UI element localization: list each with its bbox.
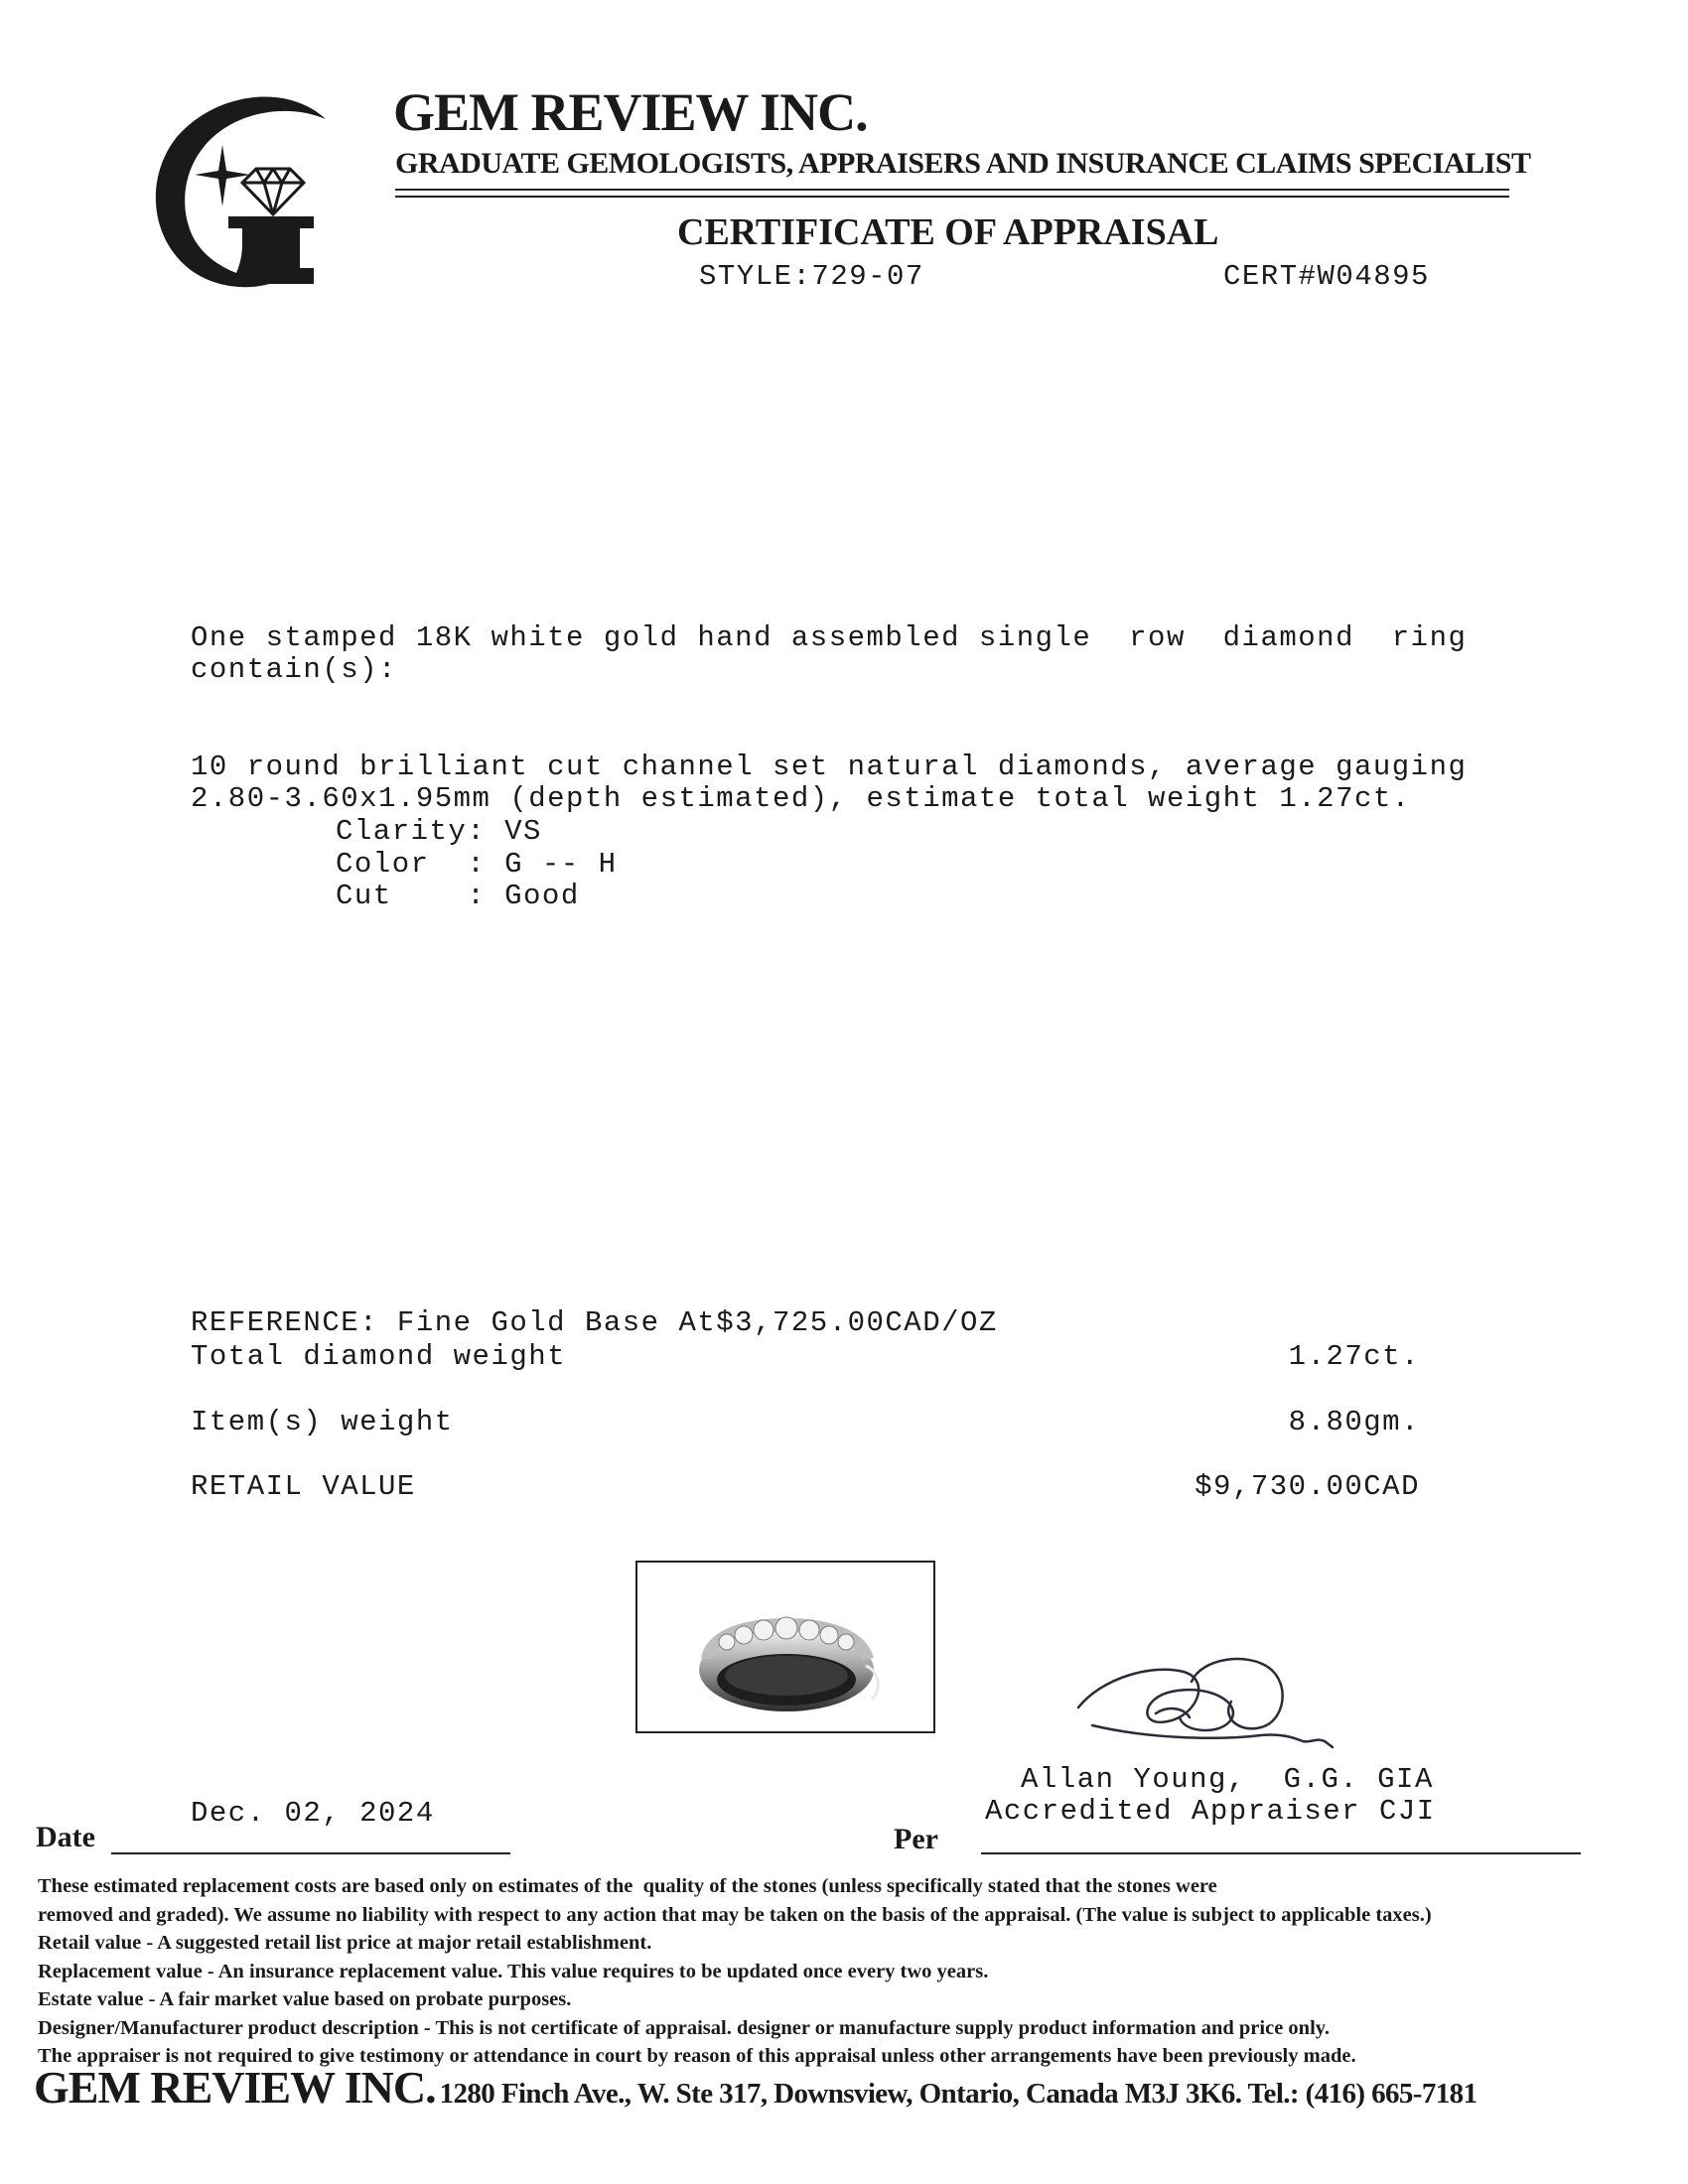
retail-value-label: RETAIL VALUE [191, 1470, 416, 1503]
signature-icon [1072, 1638, 1390, 1767]
appraiser-name: Allan Young, G.G. GIA [1021, 1763, 1434, 1796]
footer [34, 2061, 1477, 2114]
ring-image-icon [637, 1563, 933, 1731]
appraiser-signature [1072, 1638, 1390, 1767]
disclaimer-line: Replacement value - An insurance replacement value. This value requires to be updated once every two years. [38, 1960, 989, 1982]
style-number: STYLE:729-07 [699, 260, 924, 293]
disclaimer-line: The appraiser is not required to give testimony or attendance in court by reason of this appraisal unless other arrangements have been previously made. [38, 2045, 1356, 2067]
company-logo [139, 91, 338, 290]
document-title: CERTIFICATE OF APPRAISAL [677, 211, 1219, 253]
item-description-line2: contain(s): [191, 653, 397, 686]
disclaimer-line: Estate value - A fair market value based on probate purposes. [38, 1988, 572, 2010]
disclaimer-line: These estimated replacement costs are based only on estimates of the quality of the stones (unless specifically stated that the stones were [38, 1875, 1217, 1897]
item-weight-value: 8.80gm. [1288, 1406, 1420, 1438]
disclaimer-line: Designer/Manufacturer product description - This is not certificate of appraisal. designer or manufacture supply product information and price only. [38, 2016, 1331, 2039]
company-name: GEM REVIEW INC. [393, 82, 868, 142]
header-rule-top [395, 189, 1509, 191]
date-line [111, 1852, 510, 1854]
item-weight-label: Item(s) weight [191, 1406, 454, 1438]
stones-description-line1: 10 round brilliant cut channel set natural diamonds, average gauging [191, 751, 1468, 783]
disclaimer [38, 1872, 1432, 2071]
reference-gold-price: REFERENCE: Fine Gold Base At$3,725.00CAD/OZ [191, 1306, 998, 1339]
cert-number: CERT#W04895 [1223, 260, 1430, 293]
footer-address: 1280 Finch Ave., W. Ste 317, Downsview, Ontario, Canada M3J 3K6. Tel.: (416) 665-7181 [439, 2078, 1477, 2110]
stones-description-line2: 2.80-3.60x1.95mm (depth estimated), estimate total weight 1.27ct. [191, 782, 1411, 815]
appraiser-accreditation: Accredited Appraiser CJI [985, 1795, 1436, 1828]
per-line [981, 1852, 1581, 1854]
item-description-line1: One stamped 18K white gold hand assembled single row diamond ring [191, 621, 1468, 654]
header-rule-bottom [395, 196, 1509, 198]
color-grade: Color : G -- H [336, 848, 618, 881]
company-tagline: GRADUATE GEMOLOGISTS, APPRAISERS AND INSURANCE CLAIMS SPECIALIST [395, 147, 1531, 180]
date-label: Date [36, 1821, 95, 1853]
gem-logo-icon [139, 91, 338, 290]
footer-company-name: GEM REVIEW INC. [34, 2062, 436, 2113]
retail-value-amount: $9,730.00CAD [1195, 1470, 1420, 1503]
per-label: Per [894, 1823, 938, 1855]
ring-photo [635, 1561, 935, 1733]
clarity-grade: Clarity: VS [336, 815, 542, 848]
disclaimer-line: removed and graded). We assume no liability with respect to any action that may be taken on the basis of the appraisal. (The value is subject to applicable taxes.) [38, 1903, 1432, 1926]
disclaimer-line: Retail value - A suggested retail list price at major retail establishment. [38, 1932, 652, 1954]
appraisal-date: Dec. 02, 2024 [191, 1797, 435, 1830]
diamond-weight-value: 1.27ct. [1288, 1340, 1420, 1373]
diamond-weight-label: Total diamond weight [191, 1340, 567, 1373]
cut-grade: Cut : Good [336, 880, 580, 912]
